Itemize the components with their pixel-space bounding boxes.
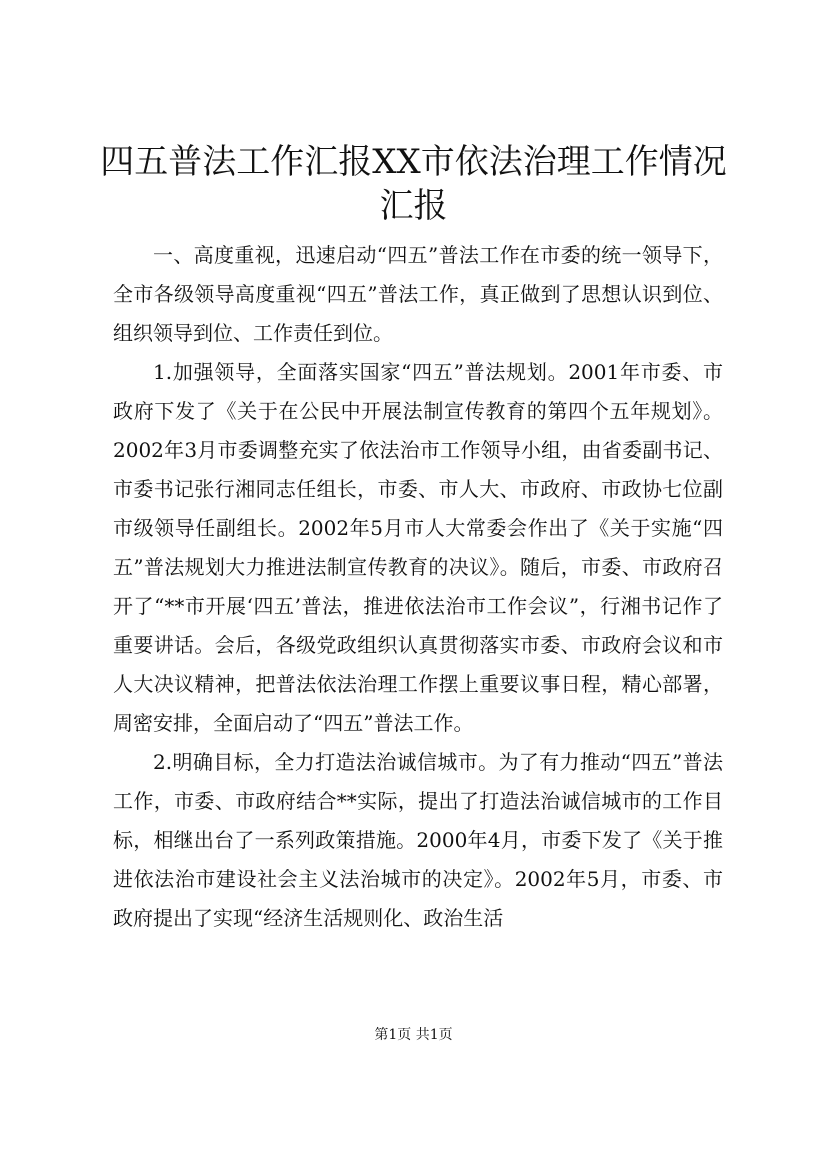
paragraph-2: 1.加强领导，全面落实国家“四五”普法规划。2001年市委、市政府下发了《关于在公民中开展法制宣传教育的第四个五年规划》。2002年3月市委调整充实了依法治市工作领导小组，由省委副书记、市委书记张行湘同志任组长，市委、市人大、市政府、市政协七位副市级领导任副组长。2002年5月市人大常委会作出了《关于实施“四五”普法规划大力推进法制宣传教育的决议》。随后，市委、市政府召开了“**市开展‘四五’普法，推进依法治市工作会议”，行湘书记作了重要讲话。会后，各级党政组织认真贯彻落实市委、市政府会议和市人大决议精神，把普法依法治理工作摆上重要议事日程，精心部署，周密安排，全面启动了“四五”普法工作。: [113, 360, 723, 735]
paragraph-3: 2.明确目标，全力打造法治诚信城市。为了有力推动“四五”普法工作，市委、市政府结合**实际，提出了打造法治诚信城市的工作目标，相继出台了一系列政策措施。2000年4月，市委下发了《关于推进依法治市建设社会主义法治城市的决定》。2002年5月，市委、市政府提出了实现“经济生活规则化、政治生活: [113, 750, 723, 930]
page-footer: 第1页 共1页: [374, 1027, 453, 1043]
paragraph-1: 一、高度重视，迅速启动“四五”普法工作在市委的统一领导下，全市各级领导高度重视“四五”普法工作，真正做到了思想认识到位、组织领导到位、工作责任到位。: [113, 243, 723, 345]
document-body: [113, 236, 723, 938]
document-title: 四五普法工作汇报XX市依法治理工作情况汇报: [100, 142, 727, 226]
